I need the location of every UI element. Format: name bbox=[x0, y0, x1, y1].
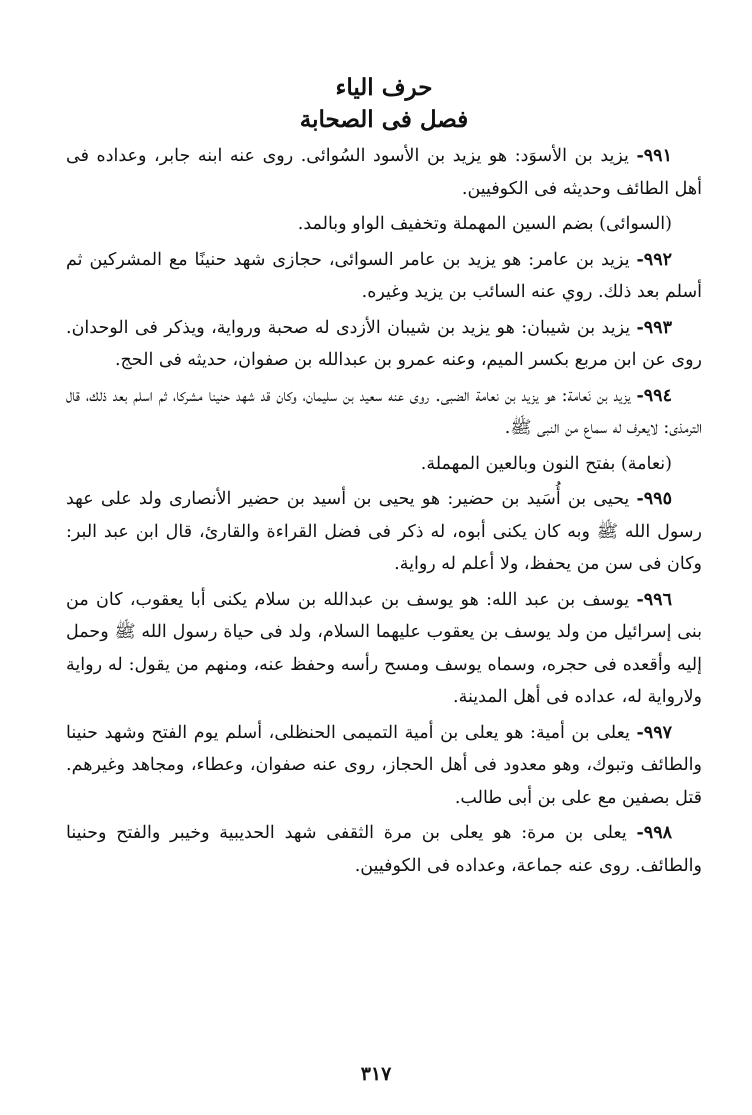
entry-number: ٩٩٢- bbox=[636, 249, 672, 270]
entry-995 bbox=[66, 483, 702, 581]
entry-number: ٩٩٤- bbox=[636, 385, 672, 406]
note-naama bbox=[66, 448, 702, 481]
entry-text: هو يحيى بن أسيد بن حضير الأنصارى ولد على عهد رسول الله ﷺ وبه كان يكنى أبوه، له ذكر فى فضل القراءة والقارئ، قال ابن عبد البر: وكان فى سن من يحفظ، ولا أعلم له رواية. bbox=[66, 489, 702, 574]
entry-997 bbox=[66, 717, 702, 815]
entry-number: ٩٩٦- bbox=[636, 589, 672, 610]
entry-number: ٩٩٨- bbox=[636, 823, 672, 843]
entry-name: يزيد بن شيبان: bbox=[521, 317, 631, 338]
entry-992 bbox=[66, 244, 702, 309]
entry-994 bbox=[66, 380, 702, 445]
entry-number: ٩٩٥- bbox=[636, 489, 672, 509]
entry-991 bbox=[66, 140, 702, 205]
entry-text: هو يزيد بن شيبان الأزدى له صحبة ورواية، ويذكر فى الوحدان. روى عن ابن مربع بكسر الميم، وعنه عمرو بن عبدالله بن صفوان، حديثه فى الحج. bbox=[66, 317, 702, 370]
entry-name: يزيد بن الأسوَد: bbox=[514, 146, 629, 166]
entry-number: ٩٩٧- bbox=[636, 722, 672, 743]
entry-name: يحيى بن أُسَيد بن حضير: bbox=[447, 489, 630, 509]
entry-text: هو يعلى بن مرة الثقفى شهد الحديبية وخيبر والفتح وحنينا والطائف. روى عنه جماعة، وعداده فى الكوفيين. bbox=[66, 823, 702, 876]
page-number: ٣١٧ bbox=[360, 1063, 392, 1085]
entry-text: هو يزيد بن عامر السوائى، حجازى شهد حنينًا مع المشركين ثم أسلم بعد ذلك. روي عنه السائب بن يزيد وغيره. bbox=[66, 249, 702, 302]
chapter-title: حرف الياء bbox=[335, 74, 433, 101]
entry-993 bbox=[66, 312, 702, 377]
entries-list bbox=[66, 140, 702, 882]
entry-text: هو يوسف بن عبدالله بن سلام يكنى أبا يعقوب، كان من بنى إسرائيل من ولد يوسف بن يعقوب عليهما السلام، ولد فى حياة رسول الله ﷺ وحمل إليه وأقعده فى حجره، وسماه يوسف ومسح رأسه وحفظ عنه، ومنهم من يقول: له رواية ولارواية له، عداده فى أهل المدينة. bbox=[66, 589, 702, 707]
note-sawaee bbox=[66, 208, 702, 241]
entry-name: يزيد بن نَعامة: bbox=[561, 385, 631, 406]
section-title: فصل فى الصحابة bbox=[299, 106, 469, 133]
entry-number: ٩٩٣- bbox=[636, 317, 672, 338]
entry-text: هو يزيد بن نعامة الضبى. روى عنه سعيد بن سليمان، وكان قد شهد حنينا مشركا، ثم اسلم بعد ذلك، قال الترمذى: لايعرف له سماع من النبى ﷺ. bbox=[66, 385, 702, 438]
page-content bbox=[66, 66, 702, 885]
entry-text: هو يزيد بن الأسود السُوائى. روى عنه ابنه جابر، وعداده فى أهل الطائف وحديثه فى الكوفيين. bbox=[66, 146, 702, 199]
entry-name: يعلى بن مرة: bbox=[521, 823, 627, 843]
entry-name: يزيد بن عامر: bbox=[528, 249, 630, 270]
entry-name: يوسف بن عبد الله: bbox=[486, 589, 630, 610]
entry-text: هو يعلى بن أمية التميمى الحنظلى، أسلم يوم الفتح وشهد حنينا والطائف وتبوك، وهو معدود فى أهل الحجاز، روى عنه صفوان، وعطاء، ومجاهد وغيرهم. قتل بصفين مع على بن أبى طالب. bbox=[66, 722, 702, 808]
note-text: (نعامة) بفتح النون وبالعين المهملة. bbox=[420, 453, 672, 474]
note-text: (السوائى) بضم السين المهملة وتخفيف الواو وبالمد. bbox=[297, 214, 672, 234]
entry-996 bbox=[66, 584, 702, 714]
entry-998 bbox=[66, 817, 702, 882]
entry-name: يعلى بن أمية: bbox=[530, 722, 630, 743]
entry-number: ٩٩١- bbox=[636, 146, 672, 166]
